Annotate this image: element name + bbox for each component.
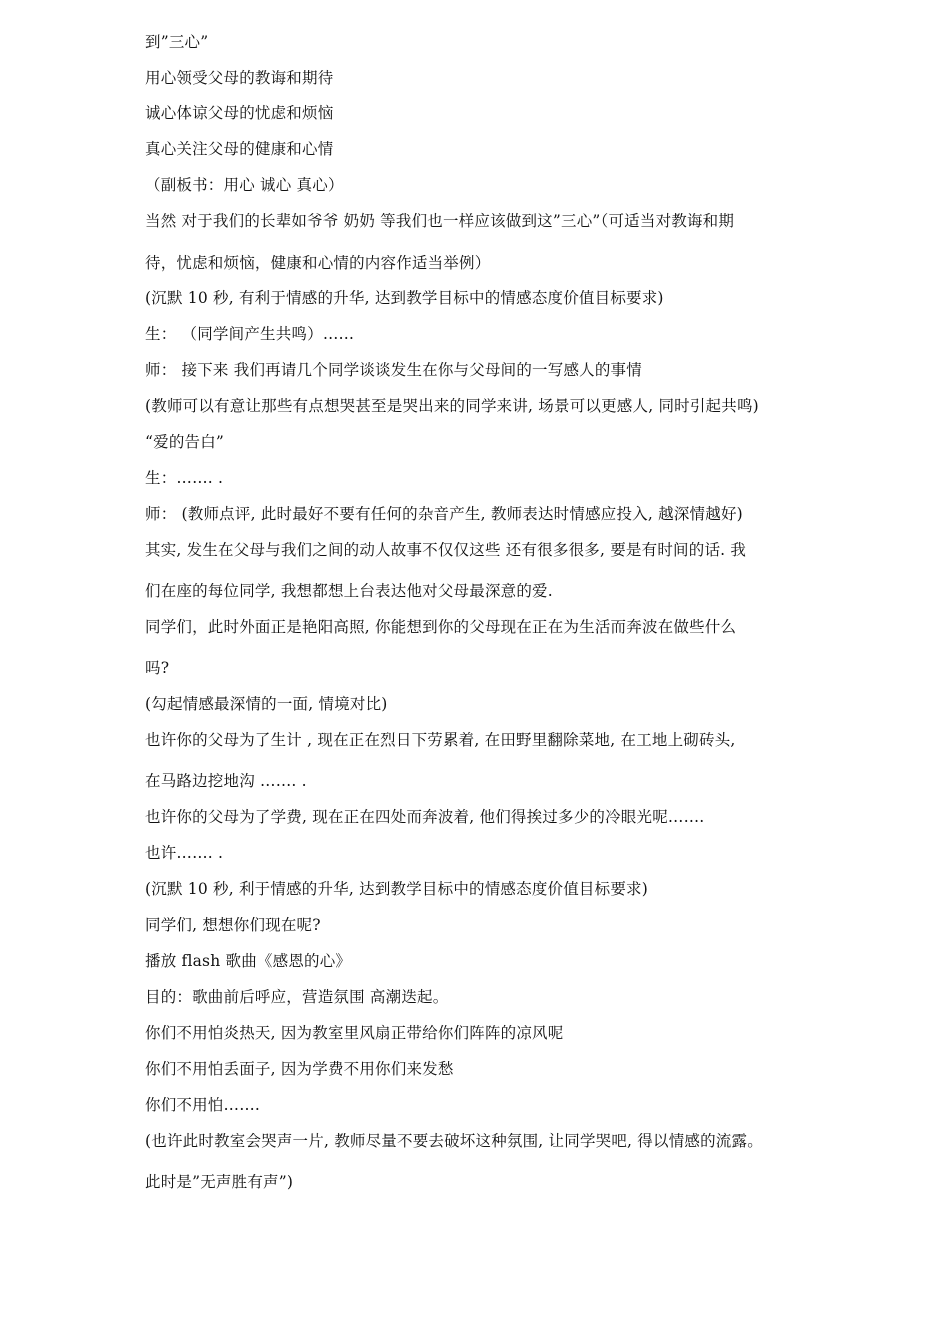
text-line: 诚心体谅父母的忧虑和烦恼 [145,104,334,122]
text-line: 你们不用怕丢面子, 因为学费不用你们来发愁 [145,1060,454,1078]
text-line: (沉默 10 秒, 有利于情感的升华, 达到教学目标中的情感态度价值目标要求) [145,289,664,307]
text-line: 同学们, 想想你们现在呢? [145,916,321,934]
text-line: (勾起情感最深情的一面, 情境对比) [145,695,388,713]
text-line: 师： 接下来 我们再请几个同学谈谈发生在你与父母间的一写感人的事情 [145,361,642,379]
text-line: 播放 flash 歌曲《感恩的心》 [145,952,352,970]
text-line: 到”三心” [145,33,209,51]
text-line: 也许……. . [145,844,224,862]
text-line: 当然 对于我们的长辈如爷爷 奶奶 等我们也一样应该做到这”三心”（可适当对教诲和期 [145,212,735,230]
text-line: 们在座的每位同学, 我想都想上台表达他对父母最深意的爱. [145,582,553,600]
text-line: 也许你的父母为了生计 , 现在正在烈日下劳累着, 在田野里翻除菜地, 在工地上砌砖头, [145,731,736,749]
text-line: (也许此时教室会哭声一片, 教师尽量不要去破坏这种氛围, 让同学哭吧, 得以情感的流露。 [145,1132,763,1150]
text-line: 师： (教师点评, 此时最好不要有任何的杂音产生, 教师表达时情感应投入, 越深情越好) [145,505,743,523]
text-line: 其实, 发生在父母与我们之间的动人故事不仅仅这些 还有很多很多, 要是有时间的话. 我 [145,541,747,559]
text-line: 真心关注父母的健康和心情 [145,140,334,158]
text-line: 目的：歌曲前后呼应，营造氛围 高潮迭起。 [145,988,449,1006]
text-line: 你们不用怕……. [145,1096,261,1114]
text-line: 用心领受父母的教诲和期待 [145,69,334,87]
text-line: （副板书：用心 诚心 真心） [145,176,344,194]
text-line: “爱的告白” [145,433,225,451]
text-line: 此时是”无声胜有声”) [145,1173,294,1191]
text-line: 生： （同学间产生共鸣）…… [145,325,355,343]
text-line: (沉默 10 秒, 利于情感的升华, 达到教学目标中的情感态度价值目标要求) [145,880,648,898]
text-line: 同学们，此时外面正是艳阳高照, 你能想到你的父母现在正在为生活而奔波在做些什么 [145,618,737,636]
text-line: (教师可以有意让那些有点想哭甚至是哭出来的同学来讲, 场景可以更感人, 同时引起共鸣) [145,397,759,415]
text-line: 也许你的父母为了学费, 现在正在四处而奔波着, 他们得挨过多少的冷眼光呢……. [145,808,705,826]
text-line: 生：……. . [145,469,224,487]
text-line: 在马路边挖地沟 ……. . [145,772,307,790]
text-line: 吗? [145,659,170,677]
text-line: 待，忧虑和烦恼，健康和心情的内容作适当举例） [145,254,491,272]
text-line: 你们不用怕炎热天, 因为教室里风扇正带给你们阵阵的凉风呢 [145,1024,564,1042]
